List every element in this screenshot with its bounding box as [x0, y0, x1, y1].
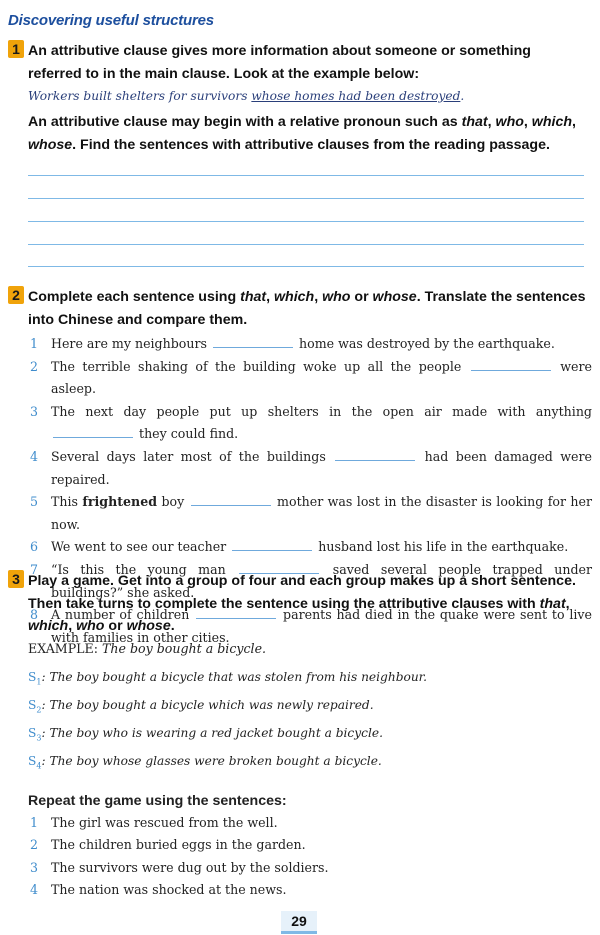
section-1-line-2: referred to in the main clause. Look at the example below: — [28, 65, 420, 82]
s-sub: 3 — [36, 733, 42, 742]
word-which: which — [274, 289, 315, 305]
word-which: which — [531, 114, 572, 130]
item-number: 6 — [30, 539, 39, 555]
writing-line-2[interactable] — [28, 198, 584, 199]
section-1-instruction-2: An attributive clause may begin with a relative pronoun such as that, who, which, whose. Find the sentences with attributive clauses from the reading passage. — [28, 114, 576, 153]
list-item — [8, 446, 592, 491]
s-label: S — [28, 669, 37, 684]
item-number: 5 — [30, 494, 39, 510]
section-1-example — [8, 85, 592, 107]
item-text: We went to see our teacher — [51, 539, 227, 555]
answer-blank[interactable] — [232, 538, 312, 551]
word-or: or — [108, 618, 123, 634]
list-item — [8, 333, 592, 356]
example-underlined-clause: whose homes had been destroyed — [251, 89, 461, 103]
page-number: 29 — [281, 911, 317, 934]
s-sub: 4 — [36, 761, 42, 771]
s3-line-2: Then take turns to complete the sentence using the attributive clauses with — [28, 595, 540, 612]
item-number: 1 — [30, 336, 39, 351]
instr2-prefix: An attributive clause may begin with a relative pronoun such as — [28, 114, 462, 130]
list-item — [8, 879, 592, 902]
item-number: 3 — [30, 859, 39, 875]
word-who: who — [322, 289, 351, 305]
answer-blank[interactable] — [213, 335, 293, 348]
page-title: Discovering useful structures — [8, 12, 214, 29]
section-1-instruction — [8, 40, 592, 85]
list-item: $S_2$: The boy bought a bicycle which was newly repaired. — [28, 697, 374, 714]
example-sentence: The boy bought a bicycle. — [102, 640, 267, 656]
item-text: home was destroyed by the earthquake. — [299, 336, 555, 351]
answer-blank[interactable] — [335, 448, 415, 461]
word-whose: whose — [372, 289, 417, 305]
section-1 — [8, 40, 592, 156]
s2-prefix: Complete each sentence using — [28, 289, 241, 305]
list-item: $S_3$: The boy who is wearing a red jacket bought a bicycle. — [28, 725, 383, 742]
item-text: “Is this the young man — [51, 561, 226, 577]
item-text: The terrible shaking of the building woke up all the people — [51, 358, 462, 374]
list-item — [8, 536, 592, 559]
section-3-badge: 3 — [8, 570, 24, 588]
item-number: 7 — [30, 561, 39, 577]
item-bold-word: frightened — [82, 494, 158, 510]
item-text: The survivors were dug out by the soldiers. — [51, 859, 329, 875]
item-number: 1 — [30, 814, 39, 830]
writing-line-4[interactable] — [28, 244, 584, 245]
item-number: 4 — [30, 882, 39, 898]
item-text: saved several people trapped under buildings?” she asked. — [51, 561, 593, 600]
list-item — [8, 491, 592, 536]
word-whose: whose — [28, 136, 73, 153]
item-text: The children buried eggs in the garden. — [51, 837, 306, 853]
writing-line-1[interactable] — [28, 175, 584, 176]
item-text: The next day people put up shelters in the open air made with anything — [51, 403, 592, 419]
answer-blank[interactable] — [53, 425, 133, 438]
repeat-items — [8, 812, 592, 902]
word-that: that — [539, 595, 566, 612]
item-text: Here are my neighbours — [51, 336, 207, 351]
example-label: EXAMPLE: — [28, 640, 98, 656]
item-text: A number of children — [51, 607, 190, 623]
item-text: This — [51, 494, 83, 510]
instr2-suffix: . Find the sentences with attributive clauses from the reading passage. — [72, 136, 550, 153]
s2-suffix: Translate the sentences — [420, 289, 586, 305]
list-item: $S_4$: The boy whose glasses were broken bought a bicycle. — [28, 753, 382, 771]
list-item — [8, 812, 592, 835]
item-text: parents had died in the quake were sent to live with families in other cities. — [51, 607, 592, 645]
section-2-badge: 2 — [8, 286, 24, 304]
word-who: who — [495, 114, 524, 130]
student-sentences — [8, 666, 592, 778]
word-that: that — [240, 289, 267, 305]
word-that: that — [461, 114, 488, 130]
answer-blank[interactable] — [191, 493, 271, 506]
item-number: 2 — [30, 837, 39, 853]
list-item — [8, 356, 592, 401]
section-2-instruction: 2 Complete each sentence using that, which, who or whose. Translate the sentences into Chinese and compare them. — [8, 286, 592, 331]
s-sub: 1 — [36, 676, 42, 686]
s3-line-1: Play a game. Get into a group of four and each group makes up a short sentence. — [28, 573, 576, 589]
s-text: The boy who is wearing a red jacket bought a bicycle. — [49, 725, 383, 740]
word-which: which — [28, 618, 69, 634]
item-text: mother was lost in the disaster is looking for her now. — [51, 494, 592, 532]
answer-blank[interactable] — [471, 358, 551, 371]
item-number: 3 — [30, 403, 39, 419]
item-number: 4 — [30, 448, 39, 464]
section-1-line-1: An attributive clause gives more information about someone or something — [28, 43, 531, 59]
section-3-example — [8, 638, 592, 660]
section-1-badge: 1 — [8, 40, 24, 58]
writing-line-5[interactable] — [28, 266, 584, 267]
s-sub: 2 — [36, 704, 42, 714]
s-label: S — [28, 753, 37, 768]
s-text: The boy whose glasses were broken bought a bicycle. — [49, 753, 382, 768]
repeat-title: Repeat the game using the sentences: — [28, 792, 287, 809]
item-number: 2 — [30, 358, 39, 374]
s-text: The boy bought a bicycle that was stolen from his neighbour. — [49, 669, 428, 684]
word-who: who — [76, 618, 105, 634]
list-item — [8, 834, 592, 857]
item-text: The nation was shocked at the news. — [51, 882, 287, 898]
example-end: . — [460, 89, 465, 103]
item-number: 8 — [30, 607, 39, 623]
s-label: S — [28, 725, 37, 740]
s-label: S — [28, 697, 37, 712]
item-text: boy — [157, 494, 185, 510]
item-text: they could find. — [139, 426, 239, 442]
section-3 — [8, 570, 592, 902]
list-item — [8, 857, 592, 880]
writing-line-3[interactable] — [28, 221, 584, 222]
list-item: $S_1$: The boy bought a bicycle that was stolen from his neighbour. — [28, 669, 428, 686]
word-whose: whose — [126, 618, 171, 634]
item-text: Several days later most of the buildings — [51, 448, 326, 464]
section-3-instruction: 3 Play a game. Get into a group of four and each group makes up a short sentence. Then take turns to complete the sentence using the attributive clauses with that, which, who or whose. — [8, 570, 592, 638]
s2-line-2: into Chinese and compare them. — [28, 311, 248, 328]
item-text: The girl was rescued from the well. — [51, 814, 278, 830]
s-text: The boy bought a bicycle which was newly repaired. — [49, 697, 374, 712]
list-item — [8, 401, 592, 446]
example-main: Workers built shelters for survivors — [28, 89, 252, 103]
item-text: husband lost his life in the earthquake. — [318, 539, 569, 555]
item-text: had been damaged were repaired. — [51, 448, 592, 487]
item-text: were asleep. — [51, 358, 592, 397]
